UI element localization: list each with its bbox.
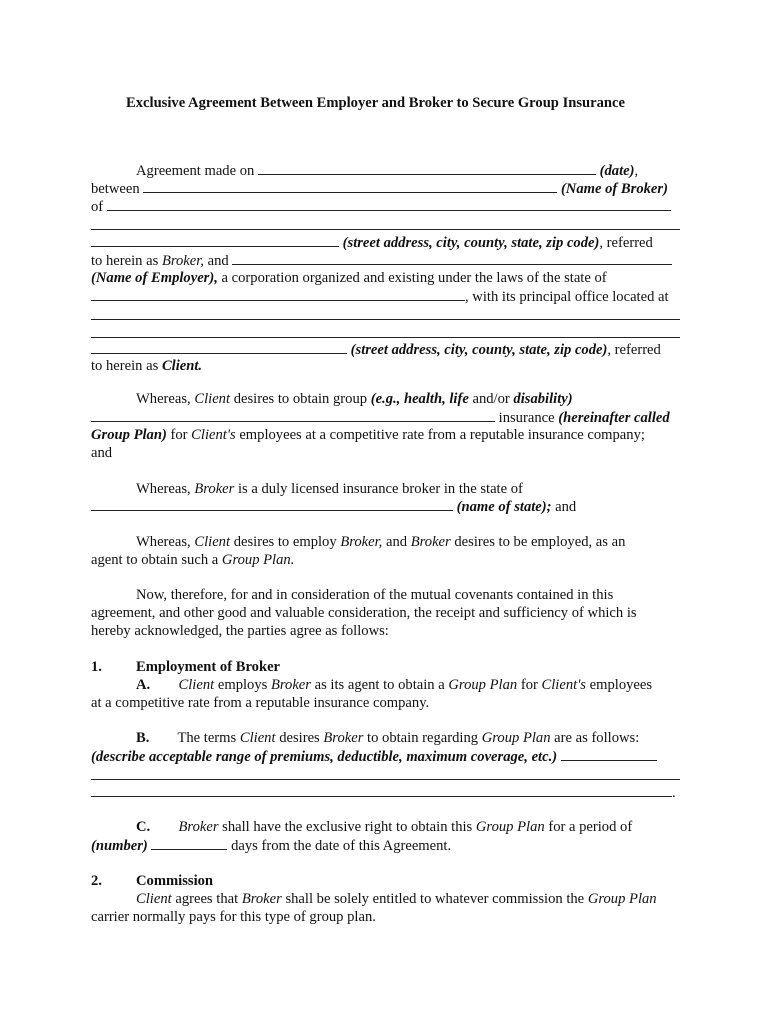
broker-term: Broker bbox=[178, 819, 219, 835]
broker-term: Broker bbox=[323, 730, 364, 746]
client-term: Client bbox=[178, 677, 215, 693]
item-b-label: B. bbox=[136, 730, 150, 746]
group-plan-term: Group Plan bbox=[475, 819, 545, 835]
period-text: . bbox=[672, 785, 676, 801]
license-state-blank[interactable] bbox=[91, 497, 453, 511]
and-text: and bbox=[385, 534, 408, 550]
broker-word: Broker, bbox=[161, 253, 204, 269]
for-text: for bbox=[520, 677, 538, 693]
section-2-number: 2. bbox=[91, 873, 102, 889]
street-label-1: (street address, city, county, state, zip code) bbox=[342, 235, 600, 251]
date-label: (date) bbox=[599, 163, 635, 179]
employees-text: employees bbox=[589, 677, 653, 693]
clients-term: Client's bbox=[541, 677, 586, 693]
whereas-1-line-2 bbox=[91, 408, 670, 427]
clients-term: Client's bbox=[191, 427, 236, 443]
broker-name-line bbox=[91, 179, 668, 198]
broker-address-blank-1[interactable] bbox=[107, 197, 671, 211]
employer-corp-line bbox=[91, 269, 607, 287]
group-plan-term: Group Plan bbox=[481, 730, 551, 746]
broker-term: Broker bbox=[241, 891, 282, 907]
broker-address-blank-2[interactable] bbox=[91, 229, 680, 230]
broker-address-blank-3[interactable] bbox=[91, 233, 339, 247]
state-blank[interactable] bbox=[91, 287, 465, 301]
group-plan-term: Group Plan) bbox=[91, 427, 167, 443]
corp-text: a corporation organized and existing under the laws of the state of bbox=[221, 270, 607, 286]
whereas-3-text-2: desires to be employed, as an bbox=[454, 534, 626, 550]
whereas-text: Whereas, bbox=[136, 481, 191, 497]
group-plan-term: Group Plan bbox=[448, 677, 518, 693]
broker-street-line bbox=[91, 233, 653, 252]
employs-text: employs bbox=[217, 677, 268, 693]
broker-name-blank[interactable] bbox=[143, 179, 557, 193]
section-2-line-1 bbox=[136, 890, 657, 908]
whereas-text: Whereas, bbox=[136, 391, 191, 407]
now-therefore-line-2: agreement, and other good and valuable consideration, the receipt and sufficiency of which is bbox=[91, 605, 637, 621]
agreement-date-line: Agreement made on (date), bbox=[136, 163, 639, 179]
client-term: Client bbox=[194, 534, 231, 550]
andor-text: and/or bbox=[472, 391, 510, 407]
whereas-1-rest: employees at a competitive rate from a reputable insurance company; bbox=[239, 427, 645, 443]
disability-label: disability) bbox=[513, 391, 573, 407]
describe-label: (describe acceptable range of premiums, deductible, maximum coverage, etc.) bbox=[91, 749, 558, 765]
section-1b-line-2 bbox=[91, 747, 657, 766]
section-1-heading: Employment of Broker bbox=[136, 659, 281, 675]
and-text-1: and bbox=[207, 253, 229, 269]
terms-blank-1[interactable] bbox=[561, 747, 657, 761]
referred-text-1: , referred bbox=[599, 235, 653, 251]
document-title: Exclusive Agreement Between Employer and Broker to Secure Group Insurance bbox=[126, 95, 626, 111]
client-word: Client. bbox=[161, 358, 203, 374]
insurance-text: insurance bbox=[498, 410, 555, 426]
broker-of-line bbox=[91, 197, 671, 216]
group-plan-term: Group Plan. bbox=[221, 552, 295, 568]
client-term: Client bbox=[239, 730, 276, 746]
now-therefore-line-3: hereby acknowledged, the parties agree as follows: bbox=[91, 623, 389, 639]
whereas-3-line-2 bbox=[91, 551, 294, 569]
date-blank[interactable] bbox=[258, 161, 596, 175]
broker-name-label: (Name of Broker) bbox=[560, 181, 668, 197]
section-1a-line-2: at a competitive rate from a reputable insurance company. bbox=[91, 695, 430, 711]
days-text: days from the date of this Agreement. bbox=[231, 838, 452, 854]
principal-office-text: , with its principal office located at bbox=[465, 289, 669, 305]
section-1b-line-1 bbox=[136, 729, 639, 747]
client-term: Client bbox=[136, 891, 172, 907]
desires-text: desires bbox=[279, 730, 320, 746]
section-1c-line-2 bbox=[91, 836, 451, 855]
exclusive-right-text: shall have the exclusive right to obtain this bbox=[222, 819, 473, 835]
section-1a-line-1 bbox=[136, 676, 652, 694]
broker-term: Broker, bbox=[340, 534, 383, 550]
state-label: (name of state); bbox=[456, 499, 552, 515]
employer-label: (Name of Employer), bbox=[91, 270, 218, 286]
client-term: Client bbox=[194, 391, 231, 407]
employer-address-blank-2[interactable] bbox=[91, 337, 680, 338]
group-plan-term: Group Plan bbox=[587, 891, 657, 907]
whereas-2-line-1 bbox=[136, 480, 523, 498]
for-text: for bbox=[170, 427, 188, 443]
referred-text-2: , referred bbox=[607, 342, 661, 358]
number-label: (number) bbox=[91, 838, 148, 854]
hereinafter-label: (hereinafter called bbox=[558, 410, 670, 426]
herein-broker-line bbox=[91, 251, 672, 270]
agrees-text: agrees that bbox=[175, 891, 239, 907]
to-herein-text-1: to herein as bbox=[91, 253, 159, 269]
broker-term: Broker bbox=[194, 481, 235, 497]
employer-address-blank-1[interactable] bbox=[91, 319, 680, 320]
street-label-2: (street address, city, county, state, zip code) bbox=[350, 342, 608, 358]
and-text: and bbox=[555, 499, 577, 515]
to-herein-text-2: to herein as bbox=[91, 358, 159, 374]
days-number-blank[interactable] bbox=[151, 836, 227, 850]
made-on-text: Agreement made on bbox=[136, 163, 255, 179]
eg-label: (e.g., health, life bbox=[370, 391, 469, 407]
whereas-1-line-4: and bbox=[91, 445, 113, 461]
employer-address-blank-3[interactable] bbox=[91, 340, 347, 354]
item-a-label: A. bbox=[136, 677, 151, 693]
state-office-line bbox=[91, 287, 669, 306]
commission-text: shall be solely entitled to whatever commission the bbox=[285, 891, 585, 907]
whereas-3-text-3: agent to obtain such a bbox=[91, 552, 219, 568]
now-therefore-line-1: Now, therefore, for and in consideration of the mutual covenants contained in this bbox=[136, 587, 614, 603]
section-1c-line-1 bbox=[136, 818, 632, 836]
terms-blank-2[interactable] bbox=[91, 779, 680, 780]
broker-term: Broker bbox=[410, 534, 451, 550]
section-2-heading: Commission bbox=[136, 873, 214, 889]
whereas-1-text: desires to obtain group bbox=[233, 391, 368, 407]
agent-text: as its agent to obtain a bbox=[314, 677, 445, 693]
herein-client-line bbox=[91, 357, 202, 375]
whereas-3-line-1 bbox=[136, 533, 625, 551]
period-of-text: for a period of bbox=[548, 819, 633, 835]
whereas-1-line-3 bbox=[91, 426, 645, 444]
whereas-2-line-2 bbox=[91, 497, 576, 516]
obtain-text: to obtain regarding bbox=[367, 730, 479, 746]
follows-text: are as follows: bbox=[554, 730, 640, 746]
section-1-number: 1. bbox=[91, 659, 102, 675]
whereas-text: Whereas, bbox=[136, 534, 191, 550]
item-c-label: C. bbox=[136, 819, 151, 835]
employer-name-blank[interactable] bbox=[232, 251, 672, 265]
section-1b-line-4 bbox=[91, 783, 676, 802]
between-text: between bbox=[91, 181, 140, 197]
whereas-1-line-1 bbox=[136, 390, 573, 408]
section-2-line-2: carrier normally pays for this type of group plan. bbox=[91, 909, 376, 925]
terms-blank-3[interactable] bbox=[91, 783, 672, 797]
terms-text: The terms bbox=[177, 730, 237, 746]
of-text: of bbox=[91, 199, 104, 215]
broker-term: Broker bbox=[270, 677, 311, 693]
whereas-2-text: is a duly licensed insurance broker in the state of bbox=[238, 481, 523, 497]
insurance-type-blank[interactable] bbox=[91, 408, 495, 422]
whereas-3-text: desires to employ bbox=[233, 534, 337, 550]
